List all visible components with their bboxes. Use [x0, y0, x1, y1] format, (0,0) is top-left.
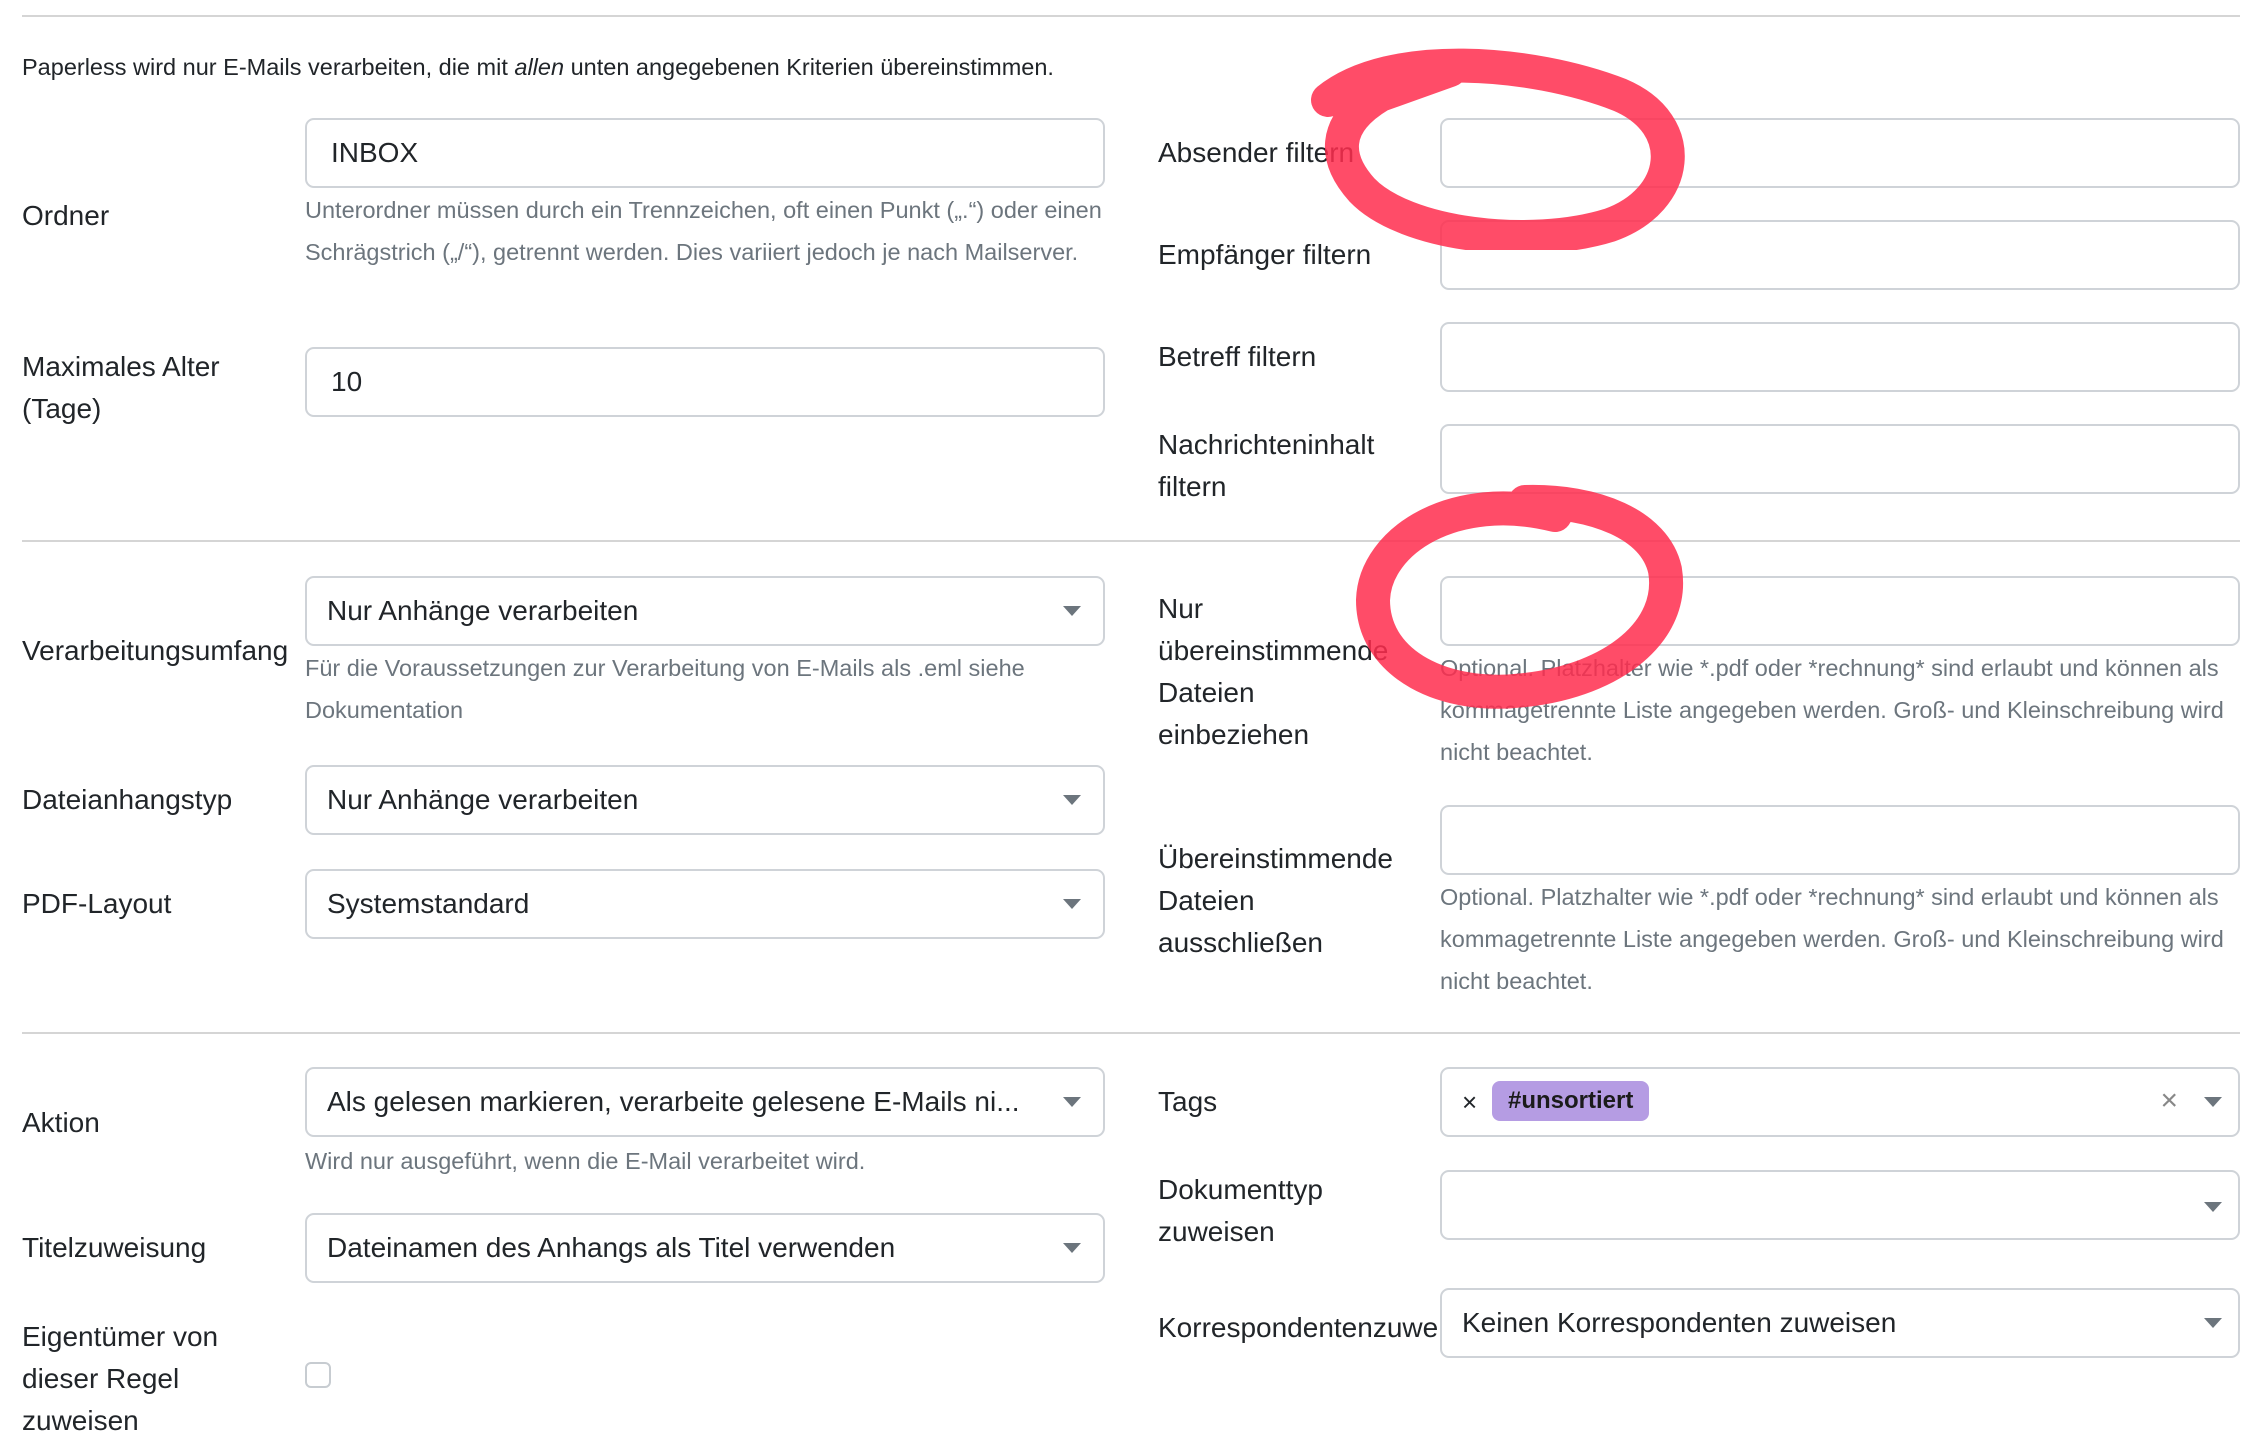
chevron-down-icon: [1063, 606, 1081, 616]
chevron-down-icon: [1063, 1097, 1081, 1107]
attachment-type-label: Dateianhangstyp: [22, 784, 233, 815]
scope-help: Für die Voraussetzungen zur Verarbeitung von E-Mails als .eml siehe Dokumentation: [305, 655, 1025, 723]
correspondent-value: Keinen Korrespondenten zuweisen: [1462, 1307, 1897, 1338]
filter-body-input[interactable]: [1440, 424, 2240, 494]
attachment-type-select[interactable]: [305, 765, 1105, 835]
folder-label: Ordner: [22, 200, 110, 231]
tags-select[interactable]: [1440, 1067, 2240, 1137]
scope-select[interactable]: [305, 576, 1105, 646]
filter-to-label: Empfänger filtern: [1158, 239, 1372, 270]
title-assignment-select[interactable]: [305, 1213, 1105, 1283]
action-select[interactable]: [305, 1067, 1105, 1137]
chevron-down-icon: [1063, 899, 1081, 909]
chevron-down-icon: [1063, 1243, 1081, 1253]
clear-icon[interactable]: ×: [2160, 1084, 2178, 1117]
action-help: Wird nur ausgeführt, wenn die E-Mail verarbeitet wird.: [305, 1148, 866, 1174]
exclude-files-input[interactable]: [1440, 805, 2240, 875]
include-files-input[interactable]: [1440, 576, 2240, 646]
assign-owner-label: Eigentümer von dieser Regel zuweisen: [22, 1321, 219, 1436]
filter-subject-label: Betreff filtern: [1158, 341, 1317, 372]
include-files-label: Nur übereinstimmende Dateien einbeziehen: [1158, 593, 1389, 750]
correspondent-select[interactable]: [1440, 1288, 2240, 1358]
scope-label: Verarbeitungsumfang: [22, 635, 289, 666]
action-select-value: Als gelesen markieren, verarbeite gelesene E-Mails ni...: [327, 1086, 1020, 1117]
intro-text: Paperless wird nur E-Mails verarbeiten, die mit allen unten angegebenen Kriterien übereinstimmen.: [22, 54, 1054, 80]
max-age-label: Maximales Alter (Tage): [22, 351, 220, 424]
include-files-help: Optional. Platzhalter wie *.pdf oder *rechnung* sind erlaubt und können als kommagetrennte Liste angegeben werden. Groß- und Kleinschreibung wird nicht beachtet.: [1440, 655, 2224, 765]
filter-from-label: Absender filtern: [1158, 137, 1355, 168]
tags-label: Tags: [1158, 1086, 1218, 1117]
attachment-type-value: Nur Anhänge verarbeiten: [327, 784, 639, 815]
correspondent-label: Korrespondentenzuwe: [1158, 1312, 1439, 1343]
title-assignment-value: Dateinamen des Anhangs als Titel verwenden: [327, 1232, 896, 1263]
filter-body-label: Nachrichteninhalt filtern: [1158, 429, 1375, 502]
chevron-down-icon: [2204, 1202, 2222, 1212]
filter-to-input[interactable]: [1440, 220, 2240, 290]
exclude-files-help: Optional. Platzhalter wie *.pdf oder *rechnung* sind erlaubt und können als kommagetrennte Liste angegeben werden. Groß- und Kleinschreibung wird nicht beachtet.: [1440, 884, 2224, 994]
tag-remove-icon[interactable]: ×: [1462, 1087, 1478, 1117]
tag-chip: #unsortiert: [1492, 1081, 1649, 1121]
pdf-layout-label: PDF-Layout: [22, 888, 172, 919]
max-age-input[interactable]: 10: [305, 347, 1105, 417]
doc-type-label: Dokumenttyp zuweisen: [1158, 1174, 1323, 1247]
pdf-layout-value: Systemstandard: [327, 888, 530, 919]
filter-from-input[interactable]: [1440, 118, 2240, 188]
pdf-layout-select[interactable]: [305, 869, 1105, 939]
folder-help: Unterordner müssen durch ein Trennzeichen, oft einen Punkt („.“) oder einen Schrägstrich („/“), getrennt werden. Dies variiert jedoch je nach Mailserver.: [305, 197, 1102, 265]
folder-input[interactable]: INBOX: [305, 118, 1105, 188]
chevron-down-icon: [1063, 795, 1081, 805]
filter-subject-input[interactable]: [1440, 322, 2240, 392]
title-assignment-label: Titelzuweisung: [22, 1232, 207, 1263]
doc-type-select[interactable]: [1440, 1170, 2240, 1240]
chevron-down-icon: [2204, 1097, 2222, 1107]
section-divider-2: [22, 1032, 2240, 1034]
scope-select-value: Nur Anhänge verarbeiten: [327, 595, 639, 626]
action-label: Aktion: [22, 1107, 100, 1138]
exclude-files-label: Übereinstimmende Dateien ausschließen: [1158, 843, 1393, 958]
section-divider-1: [22, 540, 2240, 542]
top-divider: [22, 15, 2240, 17]
chevron-down-icon: [2204, 1318, 2222, 1328]
assign-owner-checkbox[interactable]: [305, 1362, 331, 1388]
